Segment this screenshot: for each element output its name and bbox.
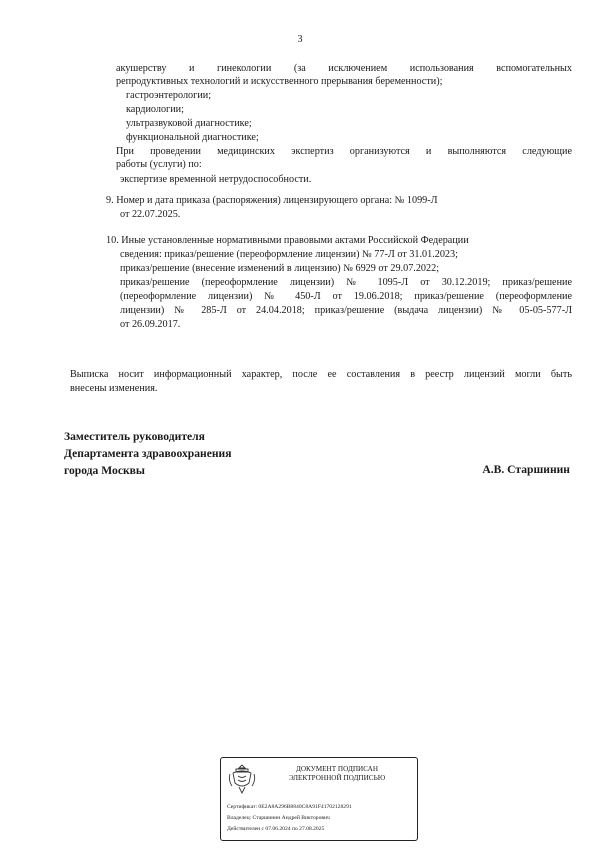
list-item: функциональной диагностике; [126, 132, 259, 143]
e-signature-stamp [220, 757, 418, 841]
text-line: 10. Иные установленные нормативными правовыми актами Российской Федерации [106, 235, 469, 246]
signer-name: А.В. Старшинин [482, 463, 570, 476]
stamp-heading-line: ДОКУМЕНТ ПОДПИСАН [295, 765, 379, 773]
signer-position-line: Заместитель руководителя [64, 430, 205, 443]
stamp-heading-line: ЭЛЕКТРОННОЙ ПОДПИСЬЮ [288, 774, 386, 782]
text-line: от 22.07.2025. [120, 209, 181, 220]
text-line: лицензии) № 285-Л от 24.04.2018; приказ/решение (выдача лицензии) № 05-05-577-Л [120, 305, 572, 316]
text-line: внесены изменения. [70, 383, 158, 394]
text-line: приказ/решение (внесение изменений в лицензию) № 6929 от 29.07.2022; [120, 263, 440, 274]
text-line: При проведении медицинских экспертиз организуются и выполняются следующие [116, 146, 572, 157]
signer-position-line: Департамента здравоохранения [64, 447, 232, 460]
signer-position-line: города Москвы [64, 464, 145, 477]
list-item: ультразвуковой диагностике; [126, 118, 252, 129]
text-line: репродуктивных технологий и искусственного прерывания беременности); [116, 76, 443, 87]
stamp-certificate: Сертификат: 0E2A8A296B8840C8A91F41702128291 [227, 804, 352, 810]
stamp-heading [261, 765, 413, 783]
text-line: Выписка носит информационный характер, после ее составления в реестр лицензий могли быть [70, 369, 572, 380]
text-line: акушерству и гинекологии (за исключением использования вспомогательных [116, 63, 572, 74]
text-line: (переоформление лицензии) № 450-Л от 19.06.2018; приказ/решение (переоформление [120, 291, 572, 302]
text-line: 9. Номер и дата приказа (распоряжения) лицензирующего органа: № 1099-Л [106, 195, 438, 206]
text-line: экспертизе временной нетрудоспособности. [120, 174, 312, 185]
stamp-owner: Владелец: Старшинин Андрей Викторович [227, 815, 330, 821]
page-number: 3 [297, 34, 303, 45]
list-item: гастроэнтерологии; [126, 90, 212, 101]
text-line: сведения: приказ/решение (переоформление лицензии) № 77-Л от 31.01.2023; [120, 249, 458, 260]
moscow-emblem-icon [227, 762, 257, 796]
text-line: от 26.09.2017. [120, 319, 181, 330]
text-line: работы (услуги) по: [116, 159, 202, 170]
text-line: приказ/решение (переоформление лицензии) № 1095-Л от 30.12.2019; приказ/решение [120, 277, 572, 288]
stamp-validity: Действителен с 07.06.2024 по 27.08.2025 [227, 826, 325, 832]
list-item: кардиологии; [126, 104, 184, 115]
